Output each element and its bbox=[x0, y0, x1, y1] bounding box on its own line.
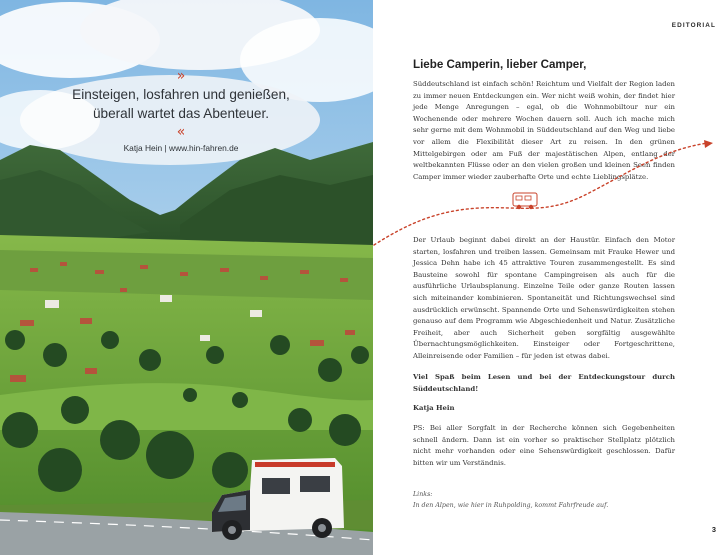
page-number: 3 bbox=[711, 525, 716, 534]
caption-label: Links: bbox=[413, 491, 433, 498]
quote-line-2: überall wartet das Abenteuer. bbox=[92, 106, 270, 121]
camper-icon bbox=[513, 193, 537, 209]
closing-line: Viel Spaß beim Lesen und bei der Entdeckungstour durch Süddeutschland! bbox=[413, 373, 675, 393]
paragraph-intro: Süddeutschland ist einfach schön! Reichtum und Vielfalt der Region laden zu immer neuen Entdeckungen ein. Wer nicht weiß wohin, der findet hier jede Menge Anregungen – egal, ob die Wohnmobiltour nur ein Wochenende oder mehrere Wochen dauern soll. Auch ich mache mich sehr gerne mit dem Wohnmobil in Süddeutschland auf den Weg und liebe vor allem die Flexibilität dieser Art zu reisen. In den grünen Mittelgebirgen oder am Fuß der majestätischen Alpen, entlang der weltbekannten Flüsse oder an den vielen großen und kleinen Seen finden Camper immer wieder zauberhafte Orte und echte Lieblingsplätze. bbox=[413, 80, 675, 181]
quote-line-1: Einsteigen, losfahren und genießen, bbox=[72, 87, 290, 102]
paragraph-ps: PS: Bei aller Sorgfalt in der Recherche können sich Gegebenheiten schnell ändern. Dann ist ein vorher so praktischer Stellplatz plötzlich nicht mehr vorhanden oder eine Sehenswürdigkeit geschlossen. Dafür bitten wir um Verständnis. bbox=[413, 424, 675, 467]
quote-open-mark: » bbox=[176, 68, 186, 84]
quote-close-mark: « bbox=[176, 124, 186, 140]
page-title: Liebe Camperin, lieber Camper, bbox=[413, 58, 587, 71]
signature: Katja Hein bbox=[413, 404, 455, 412]
paragraph-tours: Der Urlaub beginnt dabei direkt an der Haustür. Einfach den Motor starten, losfahren und treiben lassen. Gemeinsam mit Frauke Hewer und Jessica Dehn habe ich 45 attraktive Touren zusammengestellt. Es sind Bausteine sowohl für spontane Campingreisen als auch für die ausführliche Urlaubsplanung. Einzelne Teile oder ganze Routen lassen sich miteinander kombinieren. Spontaneität und Richtungswechsel sind ausdrücklich erwünscht. Spannende Orte und Sehenswürdigkeiten stehen genauso auf dem Programm wie Abgeschiedenheit und Natur. Zusätzliche Freiheit, aber auch Sicherheit geben sorgfältig ausgewählte Übernachtungsmöglichkeiten. Einsteiger oder Fortgeschrittene, Alleinreisende oder Familien – für jeden ist etwas dabei. bbox=[413, 236, 675, 360]
section-label: EDITORIAL bbox=[671, 22, 716, 29]
caption-text: In den Alpen, wie hier in Ruhpolding, kommt Fahrfreude auf. bbox=[413, 501, 609, 509]
quote-credit: Katja Hein | www.hin-fahren.de bbox=[123, 143, 239, 153]
route-arrow-icon bbox=[704, 140, 713, 148]
